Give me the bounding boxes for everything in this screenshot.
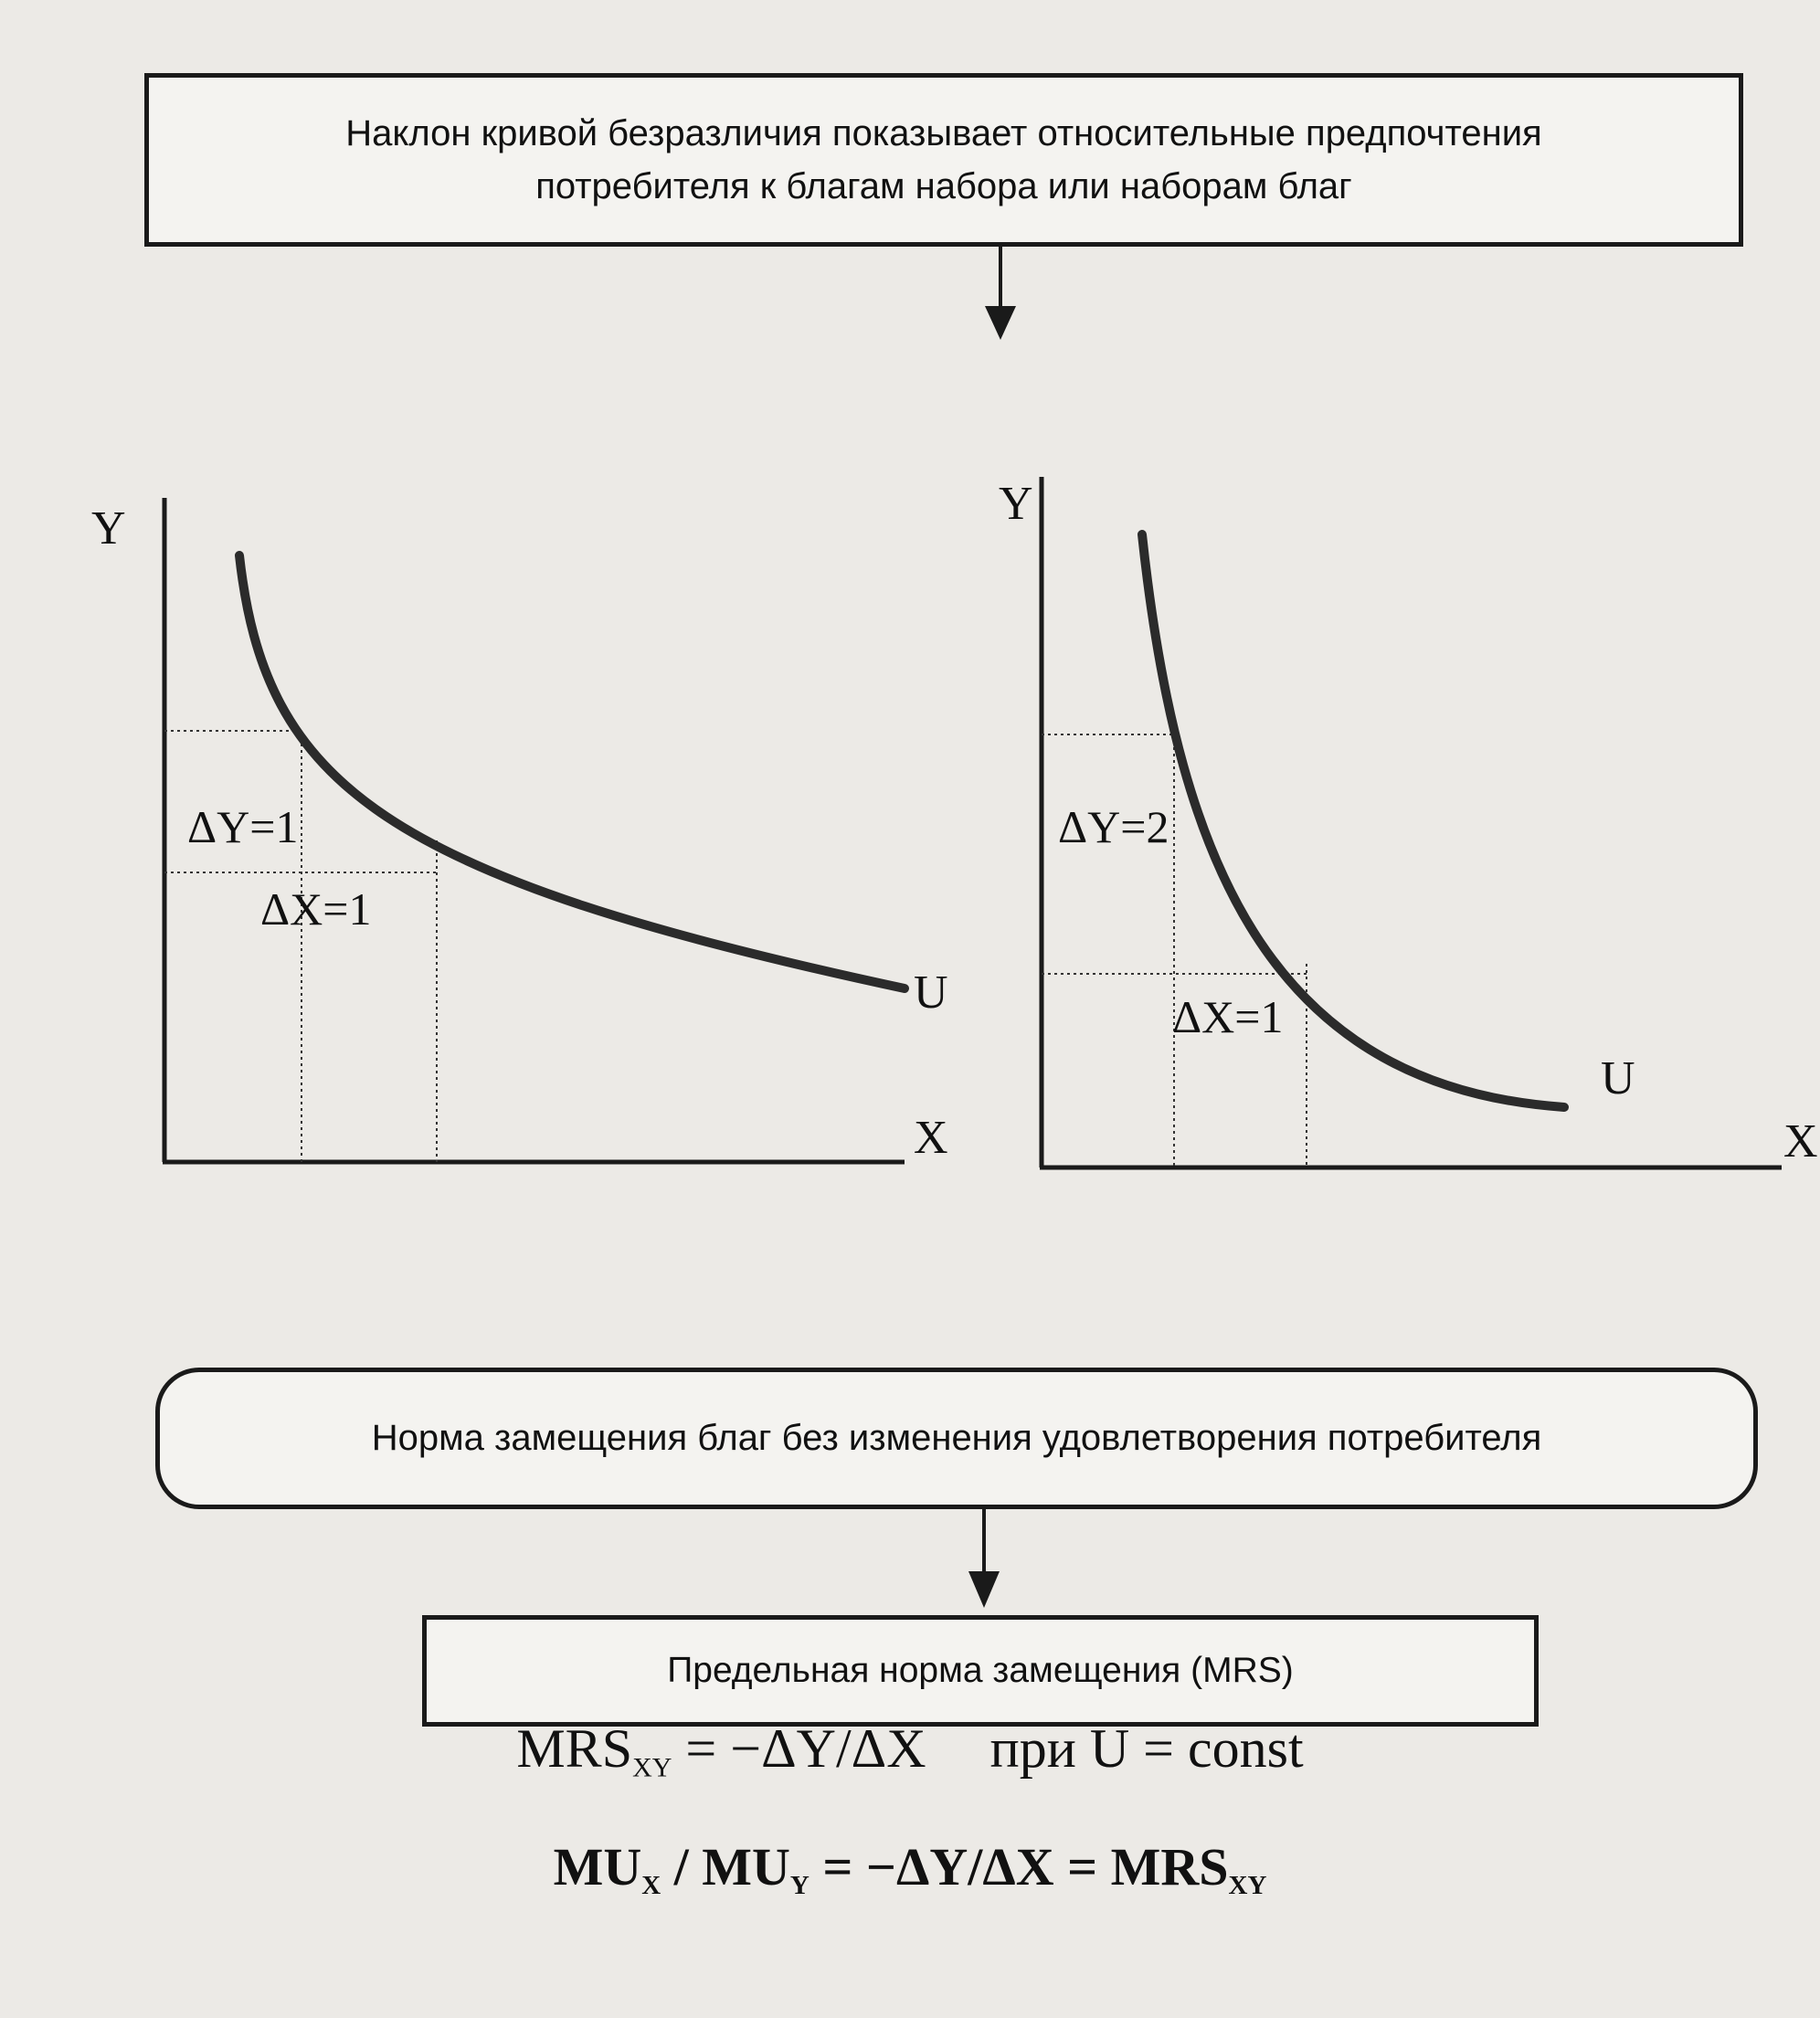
right-y-axis-label: Y — [999, 478, 1033, 530]
left-delta-y-label: ΔY=1 — [187, 801, 299, 852]
arrow-top-to-graphs — [985, 247, 1016, 340]
left-x-axis-label: X — [914, 1112, 948, 1164]
right-delta-y-label: ΔY=2 — [1058, 801, 1169, 852]
marginal-utility-formula — [0, 1836, 1820, 1901]
mrs-box — [422, 1615, 1539, 1727]
left-delta-x-label: ΔX=1 — [260, 883, 372, 935]
right-graph — [999, 477, 1818, 1167]
mu-formula-rhs: = −ΔY/ΔX = MRS — [809, 1837, 1229, 1896]
mrs-formula-rhs: = −ΔY/ΔX — [672, 1718, 926, 1779]
left-graph — [91, 498, 948, 1164]
right-curve-label: U — [1601, 1052, 1635, 1104]
mrs-formula-lhs-sub: XY — [632, 1752, 672, 1783]
left-y-axis-label: Y — [91, 502, 126, 555]
mrs-formula — [0, 1717, 1820, 1784]
top-statement-line-1: Наклон кривой безразличия показывает относительные предпочтения — [345, 113, 1542, 153]
substitution-norm-text: Норма замещения благ без изменения удовлетворения потребителя — [371, 1418, 1542, 1458]
mrs-formula-lhs: MRS — [516, 1718, 633, 1779]
top-statement-line-2: потребителя к благам набора или наборам благ — [535, 166, 1352, 206]
mu-y-sub: Y — [789, 1871, 809, 1901]
mrs-box-text: Предельная норма замещения (MRS) — [667, 1651, 1294, 1690]
substitution-norm-box — [155, 1368, 1758, 1509]
mrs-formula-condition: при U = const — [989, 1718, 1304, 1779]
right-delta-x-label: ΔX=1 — [1172, 991, 1284, 1042]
mu-x-sub: X — [641, 1871, 661, 1901]
right-x-axis-label: X — [1783, 1115, 1818, 1167]
mu-y: / MU — [661, 1837, 790, 1896]
mu-x: MU — [553, 1837, 642, 1896]
mu-formula-rhs-sub: XY — [1228, 1871, 1267, 1901]
arrow-mid-to-bottom — [968, 1509, 1000, 1608]
left-curve-label: U — [914, 967, 948, 1019]
